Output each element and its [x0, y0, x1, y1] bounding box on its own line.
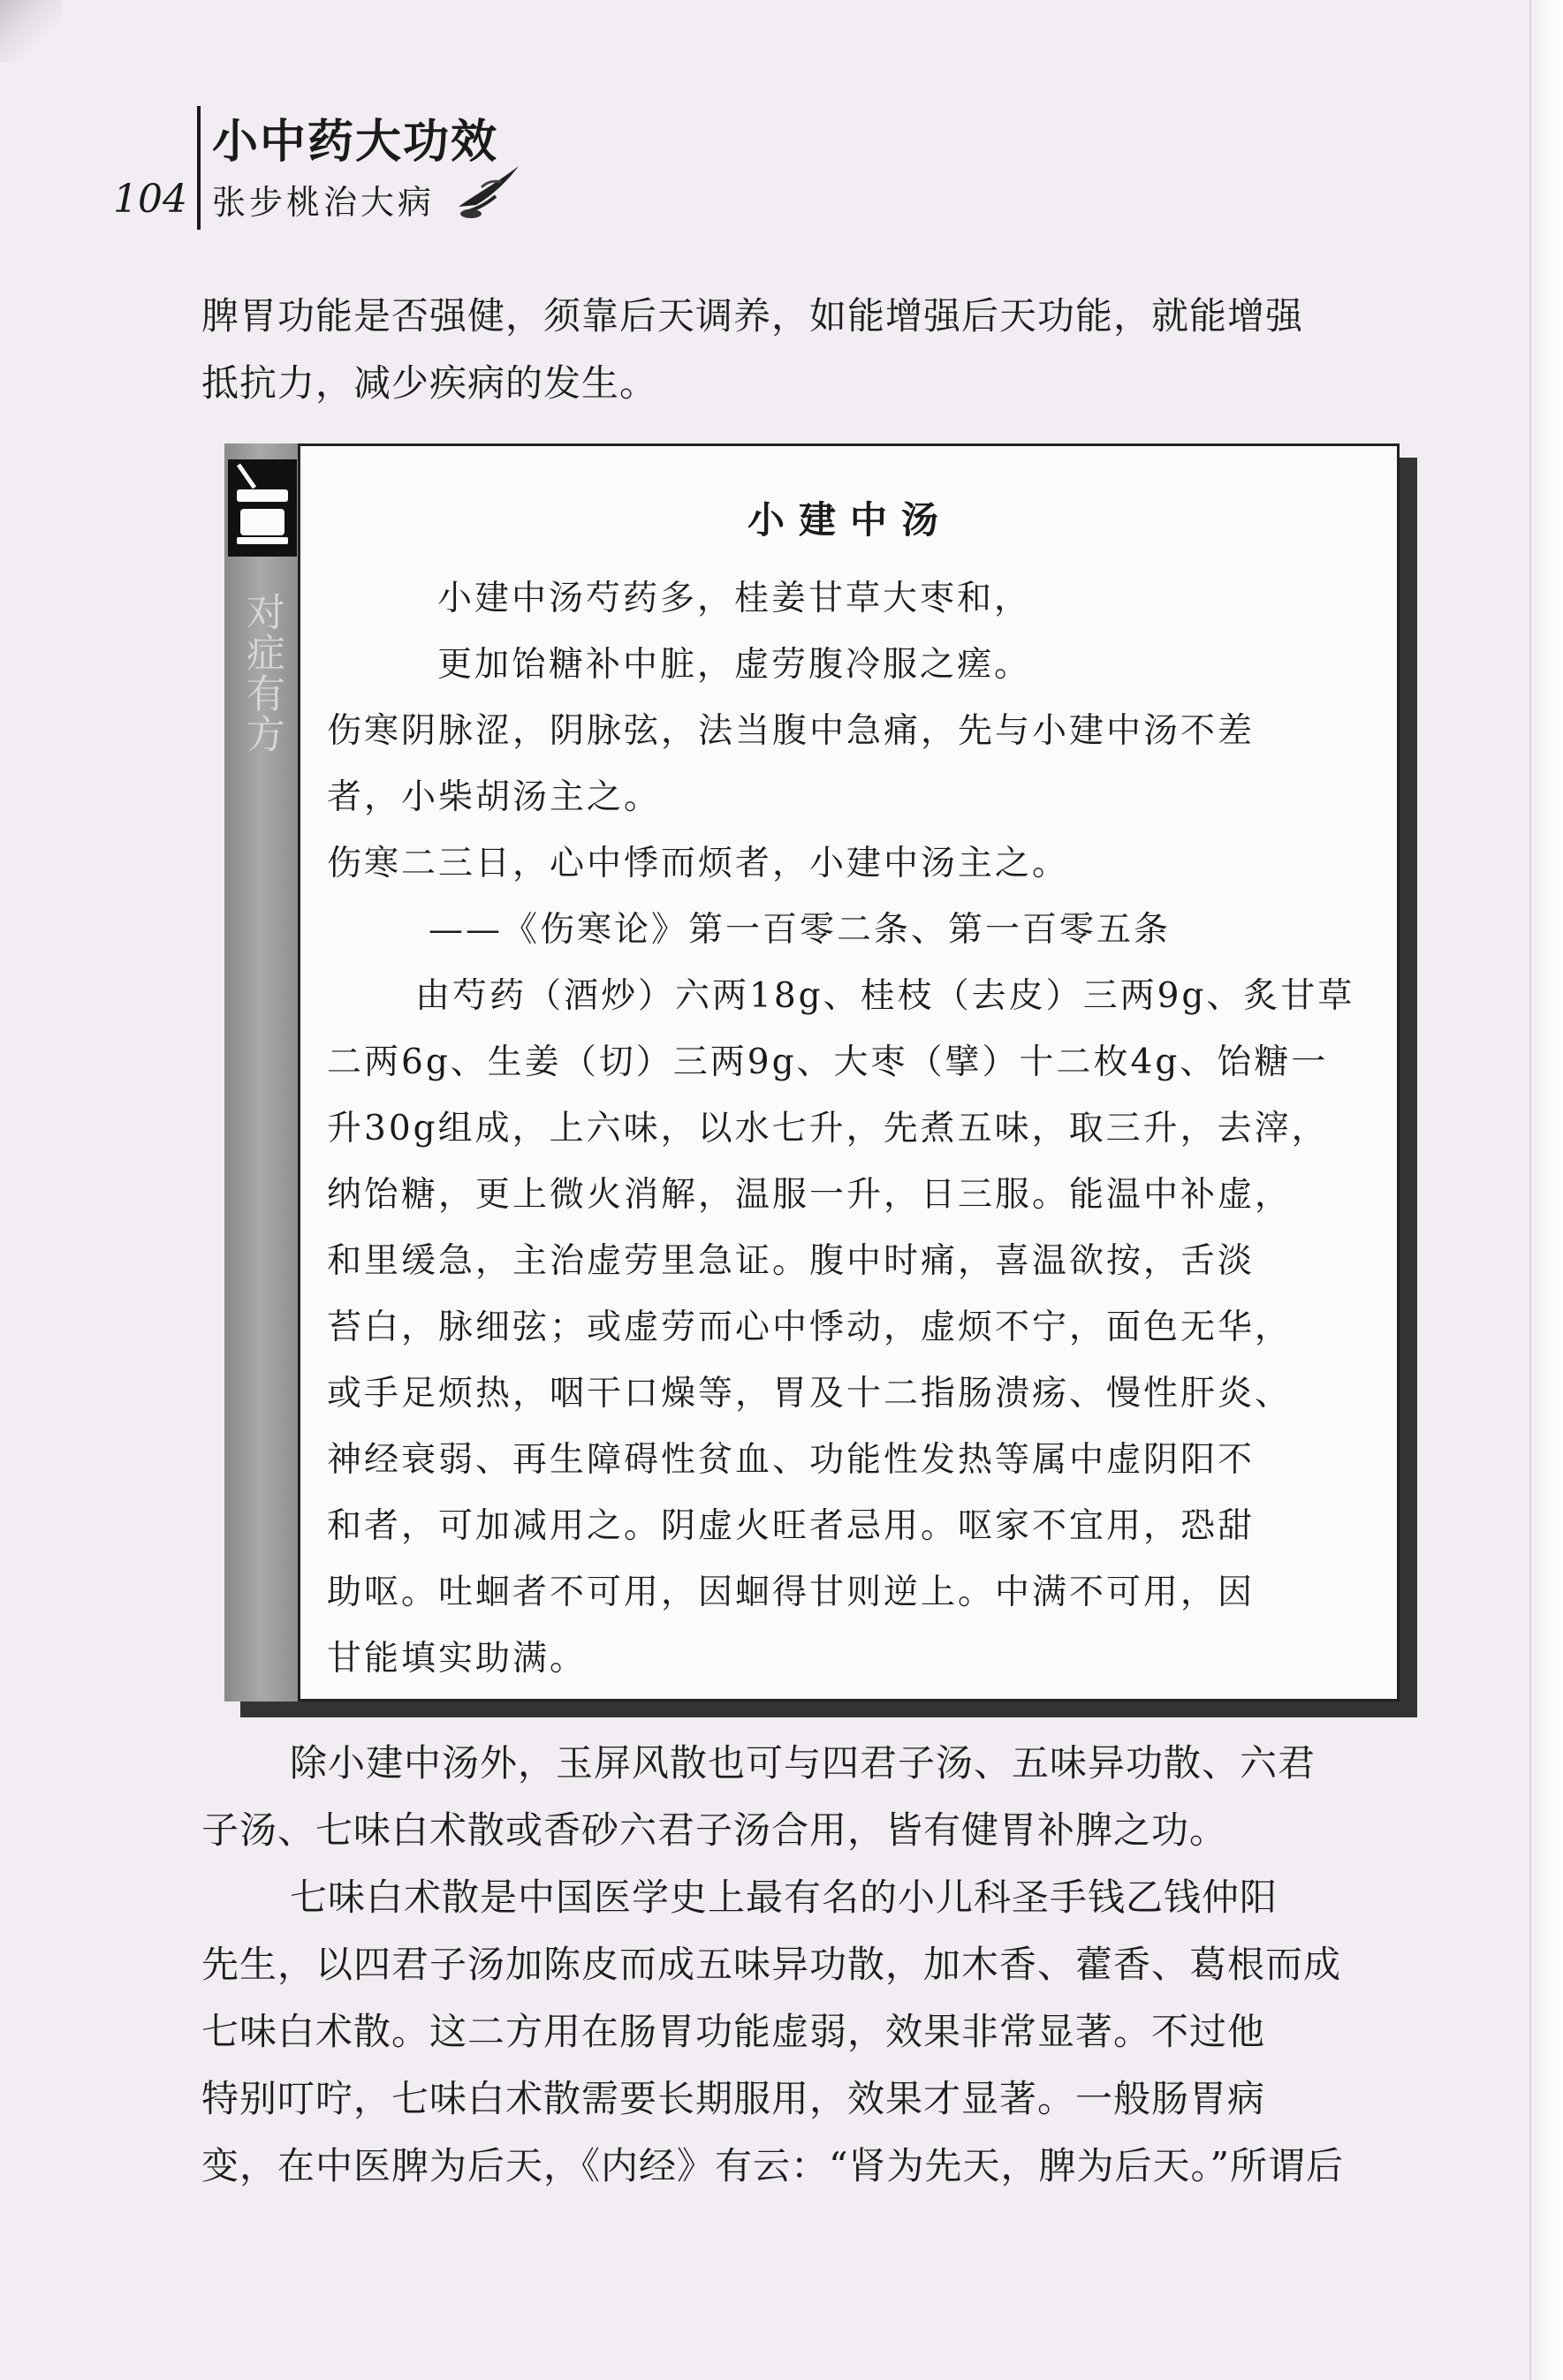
brush-herb-icon	[455, 161, 524, 223]
box-title: 小建中汤	[747, 498, 952, 542]
verse-line: 小建中汤芍药多，桂姜甘草大枣和，	[437, 579, 1032, 618]
mortar-pestle-icon	[228, 459, 297, 557]
text-line: 或手足烦热，咽干口燥等，胃及十二指肠溃疡、慢性肝炎、	[327, 1374, 1293, 1414]
text-line: 纳饴糖，更上微火消解，温服一升，日三服。能温中补虚，	[327, 1175, 1293, 1215]
text-line: 升30g组成，上六味，以水七升，先煮五味，取三升，去滓，	[327, 1109, 1329, 1148]
text-line: 助呕。吐蛔者不可用，因蛔得甘则逆上。中满不可用，因	[327, 1573, 1256, 1612]
text-line: 伤寒二三日，心中悸而烦者，小建中汤主之。	[327, 844, 1070, 883]
tab-label: 对症有方	[239, 592, 285, 754]
box-text	[327, 565, 1378, 1692]
text-line: 脾胃功能是否强健，须靠后天调养，如能增强后天功能，就能增强	[201, 294, 1304, 337]
text-line: 抵抗力，减少疾病的发生。	[201, 361, 658, 405]
text-line: 者，小柴胡汤主之。	[327, 777, 662, 817]
text-line: 特别叮咛，七味白术散需要长期服用，效果才显著。一般肠胃病	[201, 2077, 1266, 2120]
verse-line: 更加饴糖补中脏，虚劳腹冷服之瘥。	[437, 645, 1032, 685]
text-line: 和者，可加减用之。阴虚火旺者忌用。呕家不宜用，恐甜	[327, 1506, 1256, 1546]
text-line: 和里缓急，主治虚劳里急证。腹中时痛，喜温欲按，舌淡	[327, 1241, 1256, 1281]
text-line: 七味白术散。这二方用在肠胃功能虚弱，效果非常显著。不过他	[201, 2010, 1266, 2053]
text-line: 甘能填实助满。	[327, 1639, 588, 1679]
page-edge	[1529, 0, 1563, 2380]
text-line: 由芍药（酒炒）六两18g、桂枝（去皮）三两9g、炙甘草	[415, 976, 1355, 1016]
page-number: 104	[113, 177, 187, 222]
book-subtitle: 张步桃治大病	[212, 183, 436, 222]
text-line: 子汤、七味白术散或香砂六君子汤合用，皆有健胃补脾之功。	[201, 1808, 1228, 1852]
header-divider	[197, 106, 201, 230]
text-line: 苔白，脉细弦；或虚劳而心中悸动，虚烦不宁，面色无华，	[327, 1307, 1293, 1347]
text-line: 神经衰弱、再生障碍性贫血、功能性发热等属中虚阴阳不	[327, 1440, 1256, 1480]
book-title: 小中药大功效	[212, 116, 499, 169]
text-line: 变，在中医脾为后天，《内经》有云：“肾为先天，脾为后天。”所谓后	[201, 2144, 1344, 2187]
text-line: 除小建中汤外，玉屏风散也可与四君子汤、五味异功散、六君	[290, 1741, 1316, 1785]
intro-paragraph	[201, 283, 1438, 417]
text-line: 二两6g、生姜（切）三两9g、大枣（擘）十二枚4g、饴糖一	[327, 1042, 1329, 1082]
scan-corner-shadow	[0, 0, 62, 62]
text-line: 先生，以四君子汤加陈皮而成五味异功散，加木香、藿香、葛根而成	[201, 1943, 1342, 1986]
text-line: 七味白术散是中国医学史上最有名的小儿科圣手钱乙钱仲阳	[290, 1876, 1278, 1919]
text-line: 伤寒阴脉涩，阴脉弦，法当腹中急痛，先与小建中汤不差	[327, 711, 1256, 751]
body-paragraph-1	[201, 1730, 1438, 1864]
citation-line: ——《伤寒论》第一百零二条、第一百零五条	[429, 910, 1172, 950]
body-paragraph-2	[201, 1864, 1438, 2200]
